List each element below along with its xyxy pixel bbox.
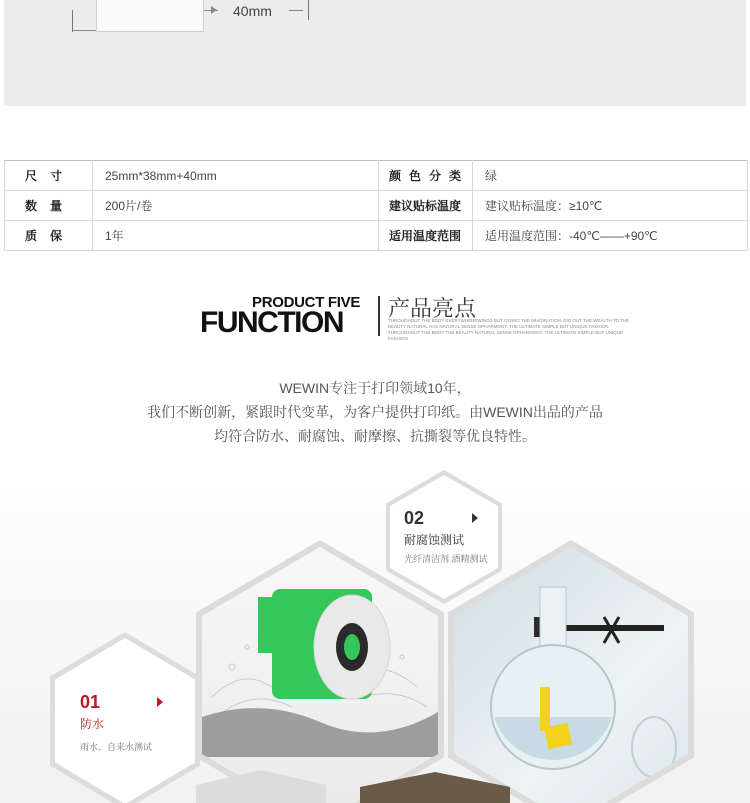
feature-number: 02: [404, 508, 425, 528]
dimension-arrow-line-right: [289, 10, 303, 11]
play-arrow-icon: [157, 697, 163, 707]
feature-subtitle: 雨水、自来水测试: [80, 742, 153, 752]
dimension-label: 40mm: [233, 3, 272, 19]
feature-01-label: [80, 692, 152, 753]
spec-key: 数量: [5, 191, 93, 221]
heading-divider: [378, 296, 380, 336]
table-row: [5, 191, 748, 221]
heading-en-line1: PRODUCT FIVE: [252, 294, 361, 311]
intro-line3: 均符合防水、耐腐蚀、耐摩擦、抗撕裂等优良特性。: [214, 428, 536, 444]
dimension-tick-right: [308, 0, 309, 20]
spec-key: 质保: [5, 221, 93, 251]
spec-value: 200片/卷: [93, 191, 379, 221]
heading-subtext: THROUGHOUT THE BODY EVERYWHEREWINGS BUT GIVING THE IMAGINATION. DIG OUT THE WEALTH TO THE BEAUTY NATURAL HAS NATURAL SENSE OPHARMONY. THE ULTIMATE SIMPLE BUT UNIQUE FASHION THROUGHOUT THE BODY THE BEAUTY NATURAL SENSE OPHARMONY. THE ULTIMATE SIMPLE BUT UNIQUE FASHION: [388, 318, 630, 341]
feature-subtitle: 光纤清洁剂 酒精测试: [404, 554, 488, 564]
heading-en-line2: FUNCTION: [200, 306, 343, 339]
spec-value: 建议贴标温度：≥10℃: [473, 191, 748, 221]
feature-number: 01: [80, 692, 101, 712]
spec-value: 绿: [473, 161, 748, 191]
intro-line2: 我们不断创新，紧跟时代变革，为客户提供打印纸。由WEWIN出品的产品: [147, 404, 603, 420]
spec-key: 适用温度范围: [379, 221, 473, 251]
dimension-arrow-head: [211, 6, 217, 14]
table-row: [5, 161, 748, 191]
label-sample-outline: [96, 0, 204, 32]
feature-title: 防水: [80, 717, 105, 731]
dimension-tick: [72, 10, 73, 32]
feature-title: 耐腐蚀测试: [404, 533, 465, 547]
table-row: [5, 221, 748, 251]
spec-key: 建议贴标温度: [379, 191, 473, 221]
intro-line1: WEWIN专注于打印领域10年，: [279, 380, 471, 396]
spec-key: 尺寸: [5, 161, 93, 191]
spec-value: 适用温度范围：-40℃——+90℃: [473, 221, 748, 251]
spec-value: 25mm*38mm+40mm: [93, 161, 379, 191]
heading-cn: 产品亮点: [388, 296, 477, 321]
spec-table: [4, 160, 748, 251]
play-arrow-icon: [472, 513, 478, 523]
spec-value: 1年: [93, 221, 379, 251]
spec-key: 颜色分类: [379, 161, 473, 191]
